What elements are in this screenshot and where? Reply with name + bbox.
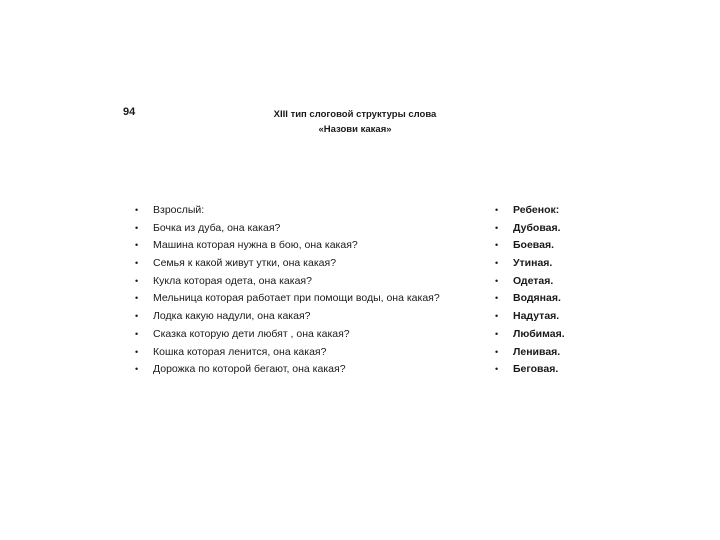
bullet-icon: • bbox=[495, 205, 499, 215]
list-item bbox=[495, 344, 605, 362]
bullet-icon: • bbox=[135, 328, 139, 339]
list-item-text: Утиная. bbox=[513, 257, 553, 270]
bullet-icon: • bbox=[495, 293, 499, 304]
bullet-icon: • bbox=[135, 311, 139, 322]
list-item bbox=[495, 361, 605, 379]
bullet-icon: • bbox=[495, 275, 499, 286]
list-item bbox=[135, 237, 475, 255]
header-title: XIII тип слоговой структуры слова bbox=[273, 109, 437, 120]
list-item-text: Бочка из дуба, она какая? bbox=[153, 221, 281, 234]
list-item-text: Боевая. bbox=[513, 239, 555, 252]
list-item bbox=[135, 361, 475, 379]
page-number: 94 bbox=[123, 106, 136, 118]
child-answers-list bbox=[495, 202, 605, 379]
list-item-text: Дорожка по которой бегают, она какая? bbox=[153, 363, 346, 376]
list-item bbox=[135, 290, 475, 308]
list-item bbox=[495, 308, 605, 326]
list-item-text: Кукла которая одета, она какая? bbox=[153, 274, 312, 287]
bullet-icon: • bbox=[135, 222, 139, 233]
list-item-text: Одетая. bbox=[513, 274, 554, 287]
bullet-icon: • bbox=[135, 258, 139, 269]
list-item-text: Машина которая нужна в бою, она какая? bbox=[153, 239, 358, 252]
bullet-icon: • bbox=[495, 328, 499, 339]
bullet-icon: • bbox=[135, 364, 139, 375]
list-item bbox=[135, 255, 475, 273]
list-item bbox=[495, 290, 605, 308]
list-item bbox=[135, 202, 475, 220]
list-item bbox=[135, 344, 475, 362]
list-item-text: Семья к какой живут утки, она какая? bbox=[153, 257, 337, 270]
bullet-icon: • bbox=[135, 346, 139, 357]
list-item bbox=[495, 273, 605, 291]
list-item bbox=[135, 220, 475, 238]
list-item-text: Лодка какую надули, она какая? bbox=[153, 310, 311, 323]
bullet-icon: • bbox=[495, 222, 499, 233]
header-subtitle: «Назови какая» bbox=[318, 124, 392, 135]
list-item-text: Кошка которая ленится, она какая? bbox=[153, 345, 327, 358]
list-item bbox=[495, 220, 605, 238]
list-item bbox=[135, 308, 475, 326]
bullet-icon: • bbox=[135, 275, 139, 286]
list-item bbox=[495, 202, 605, 220]
bullet-icon: • bbox=[495, 346, 499, 357]
bullet-icon: • bbox=[135, 205, 139, 215]
list-item-text: Мельница которая работает при помощи воды, она какая? bbox=[153, 292, 440, 305]
bullet-icon: • bbox=[135, 240, 139, 251]
list-item-text: Взрослый: bbox=[153, 204, 205, 216]
list-item-text: Сказка которую дети любят , она какая? bbox=[153, 327, 350, 340]
list-item-text: Беговая. bbox=[513, 363, 559, 376]
list-item bbox=[495, 237, 605, 255]
bullet-icon: • bbox=[495, 311, 499, 322]
bullet-icon: • bbox=[495, 364, 499, 375]
list-item-text: Любимая. bbox=[513, 327, 565, 340]
list-item bbox=[495, 255, 605, 273]
adult-questions-list bbox=[135, 202, 475, 379]
list-item-text: Надутая. bbox=[513, 310, 560, 323]
list-item bbox=[495, 326, 605, 344]
list-item-text: Дубовая. bbox=[513, 221, 561, 234]
list-item-text: Водяная. bbox=[513, 292, 561, 305]
list-item-text: Ленивая. bbox=[513, 345, 561, 358]
bullet-icon: • bbox=[135, 293, 139, 304]
list-item bbox=[135, 273, 475, 291]
list-item bbox=[135, 326, 475, 344]
bullet-icon: • bbox=[495, 258, 499, 269]
slide-header bbox=[200, 107, 510, 137]
list-item-text: Ребенок: bbox=[513, 204, 560, 216]
bullet-icon: • bbox=[495, 240, 499, 251]
